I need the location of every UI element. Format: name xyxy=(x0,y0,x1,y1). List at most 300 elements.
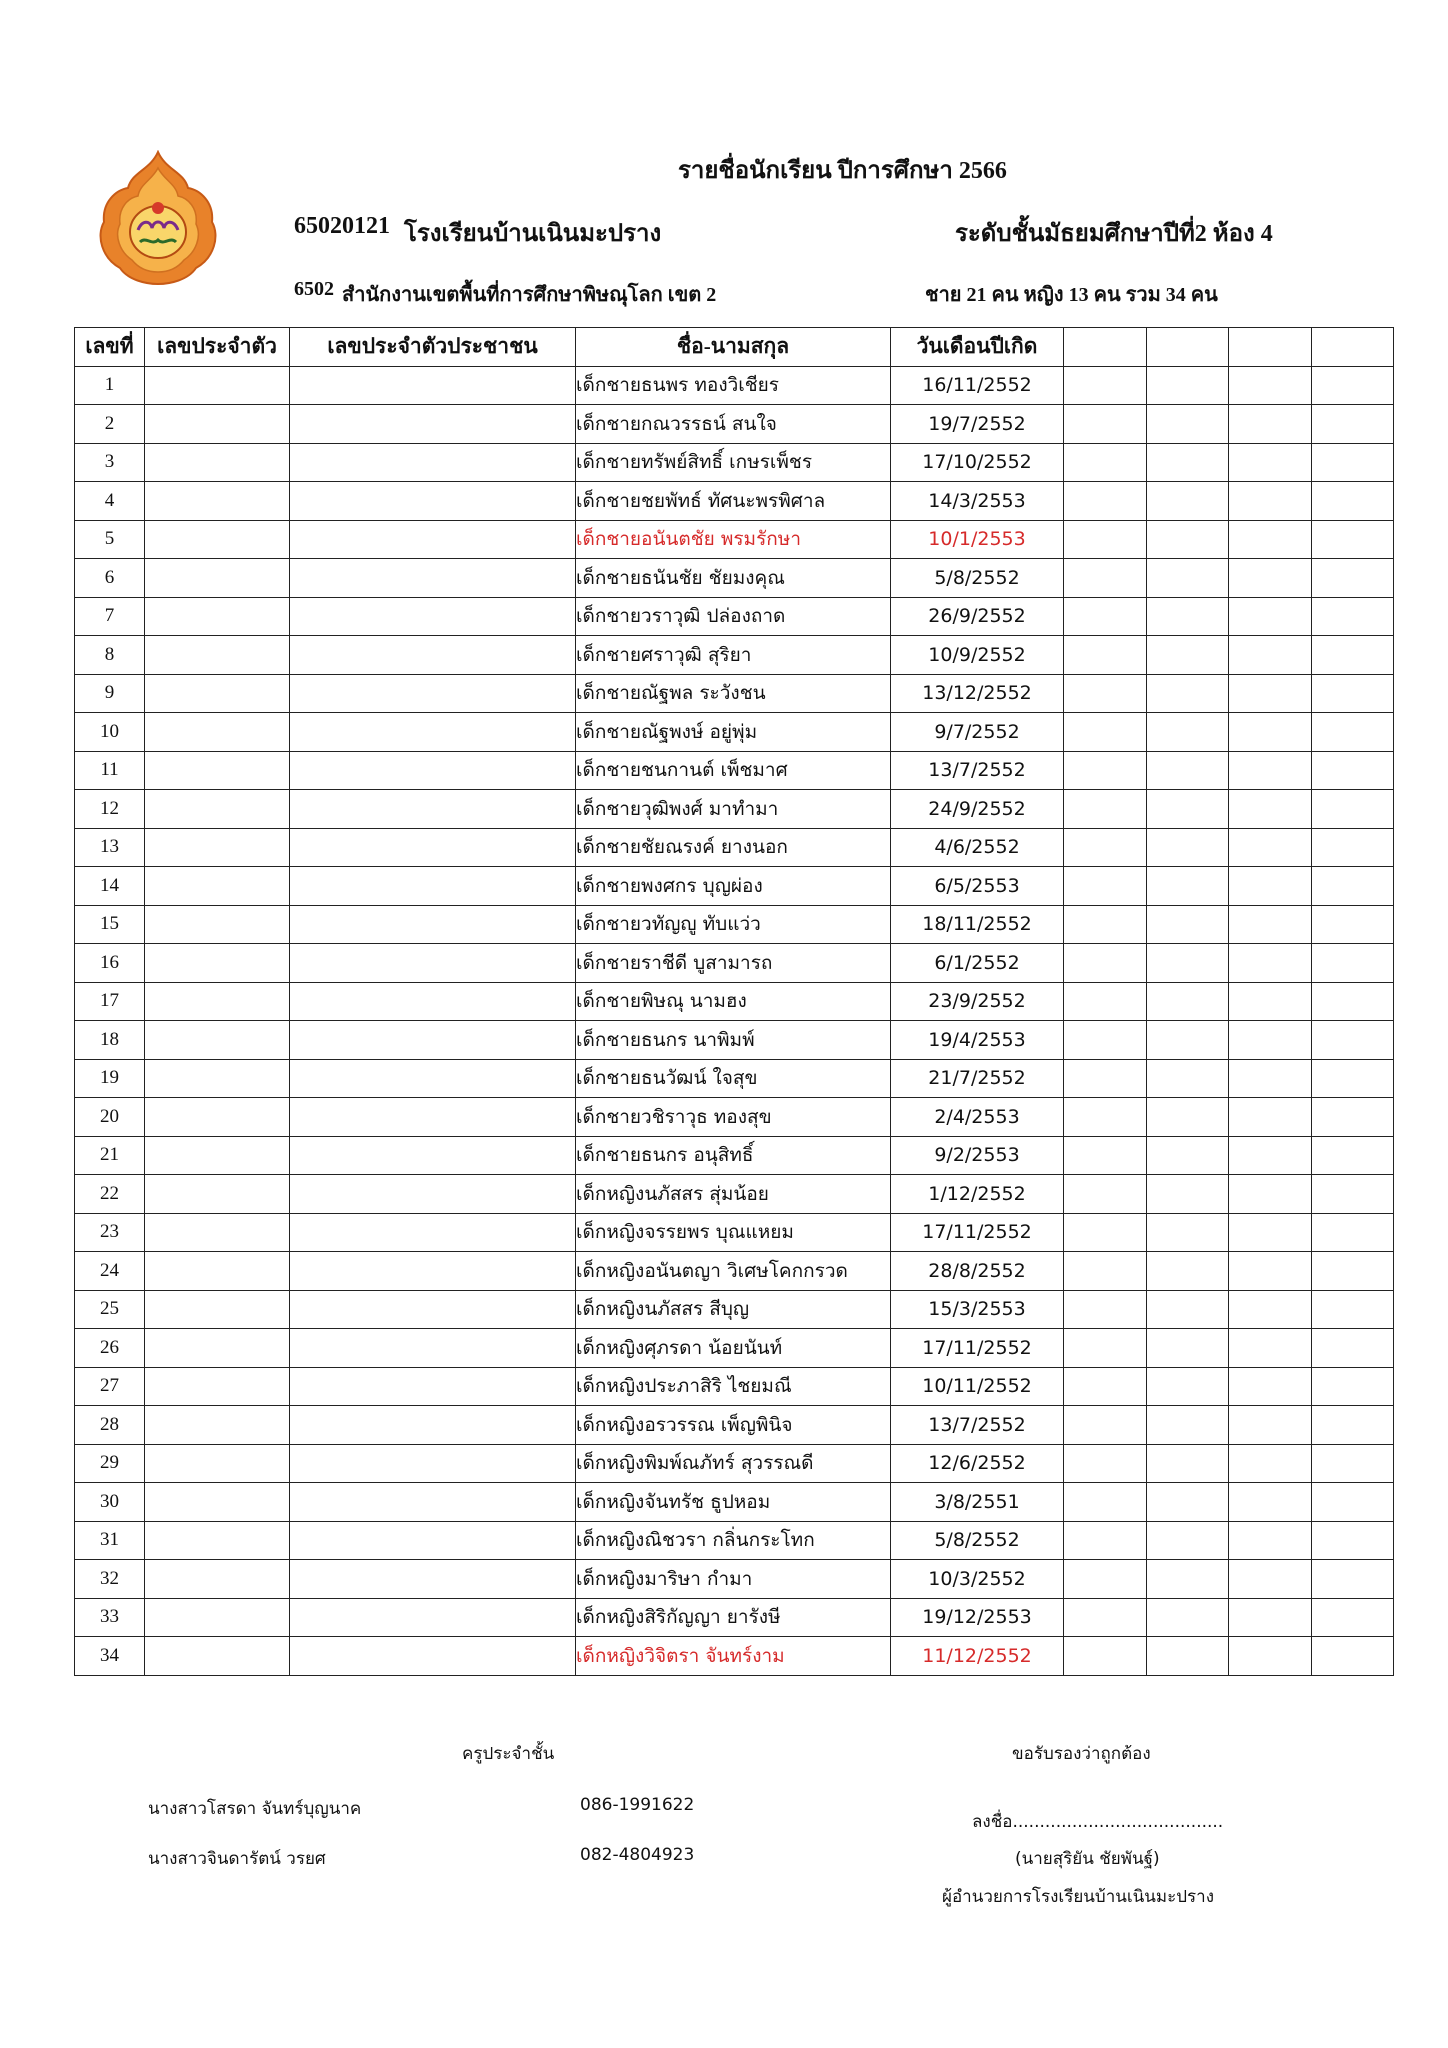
student-id-cell xyxy=(145,1367,290,1406)
student-id-cell xyxy=(145,790,290,829)
student-dob: 17/11/2552 xyxy=(891,1329,1064,1368)
student-number: 3 xyxy=(75,443,145,482)
student-number: 11 xyxy=(75,751,145,790)
blank-cell xyxy=(1312,1406,1394,1445)
student-name: เด็กชายวุฒิพงศ์ มาทำมา xyxy=(576,790,891,829)
certify-label: ขอรับรองว่าถูกต้อง xyxy=(1012,1744,1151,1764)
student-number: 31 xyxy=(75,1521,145,1560)
student-id-cell xyxy=(145,559,290,598)
table-row xyxy=(75,1290,1394,1329)
blank-cell xyxy=(1064,828,1147,867)
student-number: 1 xyxy=(75,366,145,405)
teacher2-phone: 082-4804923 xyxy=(580,1845,695,1865)
student-dob: 12/6/2552 xyxy=(891,1444,1064,1483)
citizen-id-cell xyxy=(290,905,576,944)
student-dob: 18/11/2552 xyxy=(891,905,1064,944)
blank-cell xyxy=(1229,366,1312,405)
student-dob: 10/1/2553 xyxy=(891,520,1064,559)
student-name: เด็กชายชัยณรงค์ ยางนอก xyxy=(576,828,891,867)
blank-cell xyxy=(1312,1290,1394,1329)
student-id-cell xyxy=(145,828,290,867)
blank-cell xyxy=(1229,713,1312,752)
student-dob: 5/8/2552 xyxy=(891,559,1064,598)
citizen-id-cell xyxy=(290,597,576,636)
blank-cell xyxy=(1147,674,1229,713)
table-row xyxy=(75,674,1394,713)
student-id-cell xyxy=(145,597,290,636)
blank-cell xyxy=(1229,1098,1312,1137)
student-dob: 28/8/2552 xyxy=(891,1252,1064,1291)
student-number: 12 xyxy=(75,790,145,829)
blank-cell xyxy=(1147,1059,1229,1098)
student-id-cell xyxy=(145,1252,290,1291)
blank-cell xyxy=(1229,867,1312,906)
student-number: 13 xyxy=(75,828,145,867)
student-number: 10 xyxy=(75,713,145,752)
student-dob: 13/7/2552 xyxy=(891,1406,1064,1445)
student-number: 18 xyxy=(75,1021,145,1060)
blank-cell xyxy=(1064,944,1147,983)
student-number: 29 xyxy=(75,1444,145,1483)
student-dob: 2/4/2553 xyxy=(891,1098,1064,1137)
teacher1-name: นางสาวโสรดา จันทร์บุญนาค xyxy=(148,1799,362,1819)
blank-cell xyxy=(1229,944,1312,983)
student-dob: 17/10/2552 xyxy=(891,443,1064,482)
citizen-id-cell xyxy=(290,443,576,482)
blank-cell xyxy=(1064,1444,1147,1483)
citizen-id-cell xyxy=(290,1406,576,1445)
col-header-blank-2 xyxy=(1147,328,1229,367)
student-number: 26 xyxy=(75,1329,145,1368)
table-row xyxy=(75,1521,1394,1560)
blank-cell xyxy=(1312,482,1394,521)
student-name: เด็กชายชนกานต์ เพ็ชมาศ xyxy=(576,751,891,790)
office-code: 6502 xyxy=(294,278,334,300)
student-id-cell xyxy=(145,1059,290,1098)
citizen-id-cell xyxy=(290,1252,576,1291)
blank-cell xyxy=(1147,1021,1229,1060)
student-id-cell xyxy=(145,1175,290,1214)
table-row xyxy=(75,597,1394,636)
blank-cell xyxy=(1229,1521,1312,1560)
blank-cell xyxy=(1147,1406,1229,1445)
blank-cell xyxy=(1064,1560,1147,1599)
student-dob: 26/9/2552 xyxy=(891,597,1064,636)
blank-cell xyxy=(1312,790,1394,829)
student-dob: 16/11/2552 xyxy=(891,366,1064,405)
student-name: เด็กชายศราวุฒิ สุริยา xyxy=(576,636,891,675)
student-id-cell xyxy=(145,944,290,983)
blank-cell xyxy=(1147,443,1229,482)
table-row xyxy=(75,1136,1394,1175)
student-name: เด็กชายพิษณุ นามฮง xyxy=(576,982,891,1021)
student-dob: 6/5/2553 xyxy=(891,867,1064,906)
blank-cell xyxy=(1229,1175,1312,1214)
student-name: เด็กชายธนวัฒน์ ใจสุข xyxy=(576,1059,891,1098)
student-name: เด็กชายวทัญญู ทับแว่ว xyxy=(576,905,891,944)
teacher2-name: นางสาวจินดารัตน์ วรยศ xyxy=(148,1849,326,1869)
citizen-id-cell xyxy=(290,828,576,867)
table-row xyxy=(75,982,1394,1021)
student-number: 19 xyxy=(75,1059,145,1098)
student-name: เด็กชายธนพร ทองวิเชียร xyxy=(576,366,891,405)
student-dob: 1/12/2552 xyxy=(891,1175,1064,1214)
blank-cell xyxy=(1147,366,1229,405)
table-row xyxy=(75,1406,1394,1445)
school-name: โรงเรียนบ้านเนินมะปราง xyxy=(404,221,662,247)
student-id-cell xyxy=(145,751,290,790)
blank-cell xyxy=(1229,405,1312,444)
blank-cell xyxy=(1312,867,1394,906)
blank-cell xyxy=(1229,1444,1312,1483)
blank-cell xyxy=(1147,597,1229,636)
blank-cell xyxy=(1229,674,1312,713)
col-header-student-id: เลขประจำตัว xyxy=(145,328,290,367)
blank-cell xyxy=(1312,1175,1394,1214)
student-name: เด็กหญิงสิริกัญญา ยารังษี xyxy=(576,1598,891,1637)
student-id-cell xyxy=(145,636,290,675)
blank-cell xyxy=(1064,1098,1147,1137)
blank-cell xyxy=(1229,1021,1312,1060)
table-row xyxy=(75,1483,1394,1522)
blank-cell xyxy=(1147,713,1229,752)
office-name: สำนักงานเขตพื้นที่การศึกษาพิษณุโลก เขต 2 xyxy=(342,284,717,306)
table-row xyxy=(75,1021,1394,1060)
blank-cell xyxy=(1312,1252,1394,1291)
blank-cell xyxy=(1064,751,1147,790)
blank-cell xyxy=(1312,559,1394,598)
table-row xyxy=(75,790,1394,829)
table-row xyxy=(75,559,1394,598)
class-level: ระดับชั้นมัธยมศึกษาปีที่2 ห้อง 4 xyxy=(955,221,1273,247)
citizen-id-cell xyxy=(290,1444,576,1483)
student-number: 32 xyxy=(75,1560,145,1599)
blank-cell xyxy=(1312,1098,1394,1137)
student-number: 2 xyxy=(75,405,145,444)
table-row xyxy=(75,636,1394,675)
student-name: เด็กชายวราวุฒิ ปล่องถาด xyxy=(576,597,891,636)
citizen-id-cell xyxy=(290,674,576,713)
student-dob: 23/9/2552 xyxy=(891,982,1064,1021)
blank-cell xyxy=(1229,1329,1312,1368)
blank-cell xyxy=(1229,1059,1312,1098)
student-id-cell xyxy=(145,1021,290,1060)
blank-cell xyxy=(1229,751,1312,790)
student-dob: 4/6/2552 xyxy=(891,828,1064,867)
student-name: เด็กหญิงศุภรดา น้อยนันท์ xyxy=(576,1329,891,1368)
citizen-id-cell xyxy=(290,1213,576,1252)
student-number: 27 xyxy=(75,1367,145,1406)
student-dob: 13/12/2552 xyxy=(891,674,1064,713)
blank-cell xyxy=(1147,1213,1229,1252)
student-dob: 21/7/2552 xyxy=(891,1059,1064,1098)
blank-cell xyxy=(1312,1483,1394,1522)
blank-cell xyxy=(1064,982,1147,1021)
signature-line: ลงชื่อ....................................... xyxy=(972,1812,1224,1832)
blank-cell xyxy=(1147,1252,1229,1291)
table-row xyxy=(75,713,1394,752)
student-number: 28 xyxy=(75,1406,145,1445)
student-id-cell xyxy=(145,1136,290,1175)
student-number: 16 xyxy=(75,944,145,983)
student-number: 6 xyxy=(75,559,145,598)
student-name: เด็กชายณัฐพล ระวังชน xyxy=(576,674,891,713)
student-id-cell xyxy=(145,405,290,444)
teacher1-phone: 086-1991622 xyxy=(580,1795,695,1815)
citizen-id-cell xyxy=(290,520,576,559)
student-dob: 19/12/2553 xyxy=(891,1598,1064,1637)
table-row xyxy=(75,1329,1394,1368)
blank-cell xyxy=(1064,482,1147,521)
student-id-cell xyxy=(145,520,290,559)
blank-cell xyxy=(1064,1598,1147,1637)
blank-cell xyxy=(1064,443,1147,482)
table-row xyxy=(75,1175,1394,1214)
citizen-id-cell xyxy=(290,1367,576,1406)
student-name: เด็กชายณัฐพงษ์ อยู่พุ่ม xyxy=(576,713,891,752)
citizen-id-cell xyxy=(290,982,576,1021)
blank-cell xyxy=(1064,1637,1147,1676)
blank-cell xyxy=(1229,597,1312,636)
blank-cell xyxy=(1229,559,1312,598)
student-number: 25 xyxy=(75,1290,145,1329)
student-number: 22 xyxy=(75,1175,145,1214)
student-number: 21 xyxy=(75,1136,145,1175)
blank-cell xyxy=(1147,867,1229,906)
student-dob: 19/7/2552 xyxy=(891,405,1064,444)
blank-cell xyxy=(1312,1560,1394,1599)
blank-cell xyxy=(1312,1136,1394,1175)
citizen-id-cell xyxy=(290,867,576,906)
table-row xyxy=(75,1367,1394,1406)
blank-cell xyxy=(1312,674,1394,713)
student-id-cell xyxy=(145,1598,290,1637)
student-id-cell xyxy=(145,1329,290,1368)
blank-cell xyxy=(1229,636,1312,675)
table-row xyxy=(75,443,1394,482)
student-id-cell xyxy=(145,1444,290,1483)
blank-cell xyxy=(1312,1329,1394,1368)
citizen-id-cell xyxy=(290,1021,576,1060)
blank-cell xyxy=(1312,1521,1394,1560)
blank-cell xyxy=(1064,366,1147,405)
blank-cell xyxy=(1312,1598,1394,1637)
blank-cell xyxy=(1064,1213,1147,1252)
student-dob: 11/12/2552 xyxy=(891,1637,1064,1676)
table-row xyxy=(75,751,1394,790)
student-name: เด็กหญิงอรวรรณ เพ็ญพินิจ xyxy=(576,1406,891,1445)
blank-cell xyxy=(1064,1136,1147,1175)
student-dob: 24/9/2552 xyxy=(891,790,1064,829)
citizen-id-cell xyxy=(290,405,576,444)
citizen-id-cell xyxy=(290,1521,576,1560)
blank-cell xyxy=(1312,828,1394,867)
table-row xyxy=(75,1252,1394,1291)
blank-cell xyxy=(1229,1367,1312,1406)
blank-cell xyxy=(1229,1213,1312,1252)
student-number: 8 xyxy=(75,636,145,675)
student-name: เด็กชายวชิราวุธ ทองสุข xyxy=(576,1098,891,1137)
student-id-cell xyxy=(145,982,290,1021)
blank-cell xyxy=(1229,520,1312,559)
blank-cell xyxy=(1312,405,1394,444)
blank-cell xyxy=(1064,405,1147,444)
table-row xyxy=(75,905,1394,944)
col-header-no: เลขที่ xyxy=(75,328,145,367)
student-dob: 10/3/2552 xyxy=(891,1560,1064,1599)
blank-cell xyxy=(1064,867,1147,906)
blank-cell xyxy=(1147,1367,1229,1406)
blank-cell xyxy=(1147,482,1229,521)
table-row xyxy=(75,1059,1394,1098)
blank-cell xyxy=(1147,1098,1229,1137)
blank-cell xyxy=(1229,1483,1312,1522)
blank-cell xyxy=(1147,751,1229,790)
student-number: 7 xyxy=(75,597,145,636)
blank-cell xyxy=(1229,1560,1312,1599)
citizen-id-cell xyxy=(290,1059,576,1098)
blank-cell xyxy=(1229,1290,1312,1329)
school-emblem-logo xyxy=(96,150,221,285)
student-dob: 9/7/2552 xyxy=(891,713,1064,752)
blank-cell xyxy=(1147,1290,1229,1329)
student-id-cell xyxy=(145,1098,290,1137)
blank-cell xyxy=(1229,828,1312,867)
student-name: เด็กชายพงศกร บุญผ่อง xyxy=(576,867,891,906)
blank-cell xyxy=(1229,1252,1312,1291)
student-id-cell xyxy=(145,1560,290,1599)
blank-cell xyxy=(1147,1637,1229,1676)
blank-cell xyxy=(1147,520,1229,559)
student-name: เด็กหญิงนภัสสร สุ่มน้อย xyxy=(576,1175,891,1214)
blank-cell xyxy=(1312,1637,1394,1676)
student-id-cell xyxy=(145,443,290,482)
student-number: 24 xyxy=(75,1252,145,1291)
student-name: เด็กหญิงวิจิตรา จันทร์งาม xyxy=(576,1637,891,1676)
blank-cell xyxy=(1312,443,1394,482)
student-dob: 9/2/2553 xyxy=(891,1136,1064,1175)
student-id-cell xyxy=(145,1637,290,1676)
student-counts: ชาย 21 คน หญิง 13 คน รวม 34 คน xyxy=(925,284,1218,306)
blank-cell xyxy=(1147,982,1229,1021)
blank-cell xyxy=(1312,1367,1394,1406)
blank-cell xyxy=(1312,1213,1394,1252)
student-table xyxy=(74,327,1394,1676)
citizen-id-cell xyxy=(290,1290,576,1329)
citizen-id-cell xyxy=(290,482,576,521)
student-id-cell xyxy=(145,713,290,752)
blank-cell xyxy=(1064,559,1147,598)
blank-cell xyxy=(1064,520,1147,559)
student-number: 30 xyxy=(75,1483,145,1522)
blank-cell xyxy=(1312,905,1394,944)
blank-cell xyxy=(1312,520,1394,559)
table-row xyxy=(75,366,1394,405)
student-dob: 5/8/2552 xyxy=(891,1521,1064,1560)
citizen-id-cell xyxy=(290,1560,576,1599)
col-header-citizen-id: เลขประจำตัวประชาชน xyxy=(290,328,576,367)
student-number: 20 xyxy=(75,1098,145,1137)
blank-cell xyxy=(1147,1444,1229,1483)
student-dob: 15/3/2553 xyxy=(891,1290,1064,1329)
table-row xyxy=(75,867,1394,906)
table-row xyxy=(75,1213,1394,1252)
table-row xyxy=(75,944,1394,983)
citizen-id-cell xyxy=(290,790,576,829)
table-row xyxy=(75,405,1394,444)
student-dob: 17/11/2552 xyxy=(891,1213,1064,1252)
blank-cell xyxy=(1229,1136,1312,1175)
col-header-name: ชื่อ-นามสกุล xyxy=(576,328,891,367)
blank-cell xyxy=(1312,1444,1394,1483)
blank-cell xyxy=(1312,751,1394,790)
citizen-id-cell xyxy=(290,366,576,405)
citizen-id-cell xyxy=(290,1637,576,1676)
student-name: เด็กหญิงณิชวรา กลิ่นกระโทก xyxy=(576,1521,891,1560)
homeroom-teacher-label: ครูประจำชั้น xyxy=(462,1744,555,1764)
blank-cell xyxy=(1064,713,1147,752)
student-name: เด็กหญิงพิมพ์ณภัทร์ สุวรรณดี xyxy=(576,1444,891,1483)
student-id-cell xyxy=(145,674,290,713)
student-name: เด็กหญิงจันทรัช ธูปหอม xyxy=(576,1483,891,1522)
blank-cell xyxy=(1064,636,1147,675)
blank-cell xyxy=(1064,1367,1147,1406)
document-title: รายชื่อนักเรียน ปีการศึกษา 2566 xyxy=(678,158,1007,184)
blank-cell xyxy=(1064,790,1147,829)
blank-cell xyxy=(1147,905,1229,944)
student-dob: 13/7/2552 xyxy=(891,751,1064,790)
student-name: เด็กชายธนันชัย ชัยมงคุณ xyxy=(576,559,891,598)
col-header-dob: วันเดือนปีเกิด xyxy=(891,328,1064,367)
citizen-id-cell xyxy=(290,1329,576,1368)
table-row xyxy=(75,1637,1394,1676)
student-number: 23 xyxy=(75,1213,145,1252)
student-id-cell xyxy=(145,1213,290,1252)
col-header-blank-4 xyxy=(1312,328,1394,367)
student-id-cell xyxy=(145,482,290,521)
blank-cell xyxy=(1229,982,1312,1021)
citizen-id-cell xyxy=(290,1136,576,1175)
blank-cell xyxy=(1147,1560,1229,1599)
blank-cell xyxy=(1064,905,1147,944)
student-name: เด็กชายธนกร นาพิมพ์ xyxy=(576,1021,891,1060)
student-number: 14 xyxy=(75,867,145,906)
blank-cell xyxy=(1229,443,1312,482)
col-header-blank-1 xyxy=(1064,328,1147,367)
student-number: 9 xyxy=(75,674,145,713)
blank-cell xyxy=(1064,1521,1147,1560)
student-name: เด็กชายกณวรรธน์ สนใจ xyxy=(576,405,891,444)
student-id-cell xyxy=(145,1521,290,1560)
blank-cell xyxy=(1147,1329,1229,1368)
student-id-cell xyxy=(145,905,290,944)
school-code: 65020121 xyxy=(294,213,390,239)
blank-cell xyxy=(1064,1406,1147,1445)
table-row xyxy=(75,1098,1394,1137)
student-id-cell xyxy=(145,1406,290,1445)
blank-cell xyxy=(1312,636,1394,675)
student-name: เด็กหญิงมาริษา กำมา xyxy=(576,1560,891,1599)
table-row xyxy=(75,1598,1394,1637)
citizen-id-cell xyxy=(290,1483,576,1522)
student-number: 33 xyxy=(75,1598,145,1637)
student-id-cell xyxy=(145,1483,290,1522)
student-number: 15 xyxy=(75,905,145,944)
student-id-cell xyxy=(145,867,290,906)
table-row xyxy=(75,520,1394,559)
student-dob: 6/1/2552 xyxy=(891,944,1064,983)
student-number: 4 xyxy=(75,482,145,521)
